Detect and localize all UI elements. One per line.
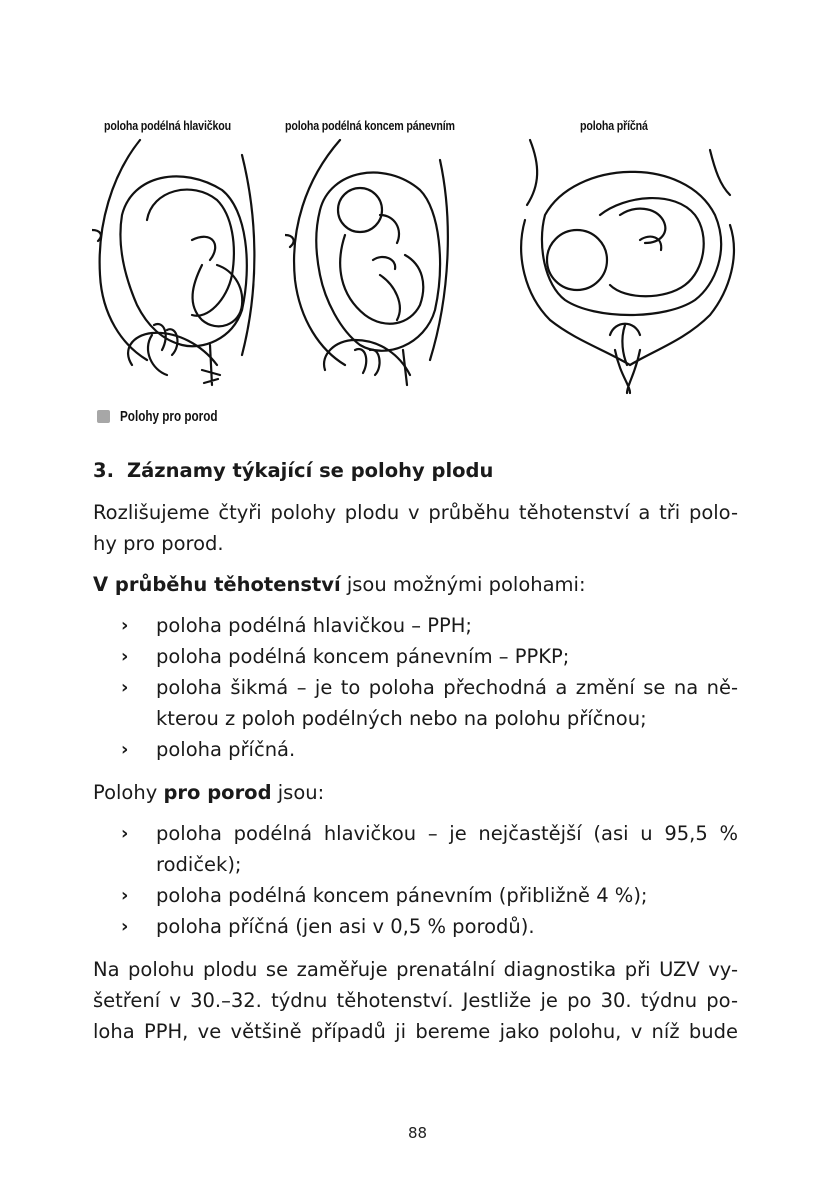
page-number: 88 — [407, 1124, 428, 1142]
chevron-right-icon: › — [121, 885, 129, 906]
closing-line-1: Na polohu plodu se zaměřuje prenatální diagnostika při UZV vy- — [93, 958, 738, 981]
birth-list — [93, 818, 738, 942]
list-item: › poloha příčná (jen asi v 0,5 % porodů). — [156, 911, 738, 942]
during-pregnancy-lead — [93, 569, 738, 600]
figure-legend — [97, 408, 245, 425]
birth-bold: pro porod — [163, 781, 272, 804]
chevron-right-icon: › — [121, 739, 129, 760]
during-pregnancy-list — [93, 610, 738, 765]
birth-lead: Polohy pro porod jsou: — [93, 781, 325, 804]
intro-line-2: hy pro porod. — [93, 532, 224, 555]
closing-line-3: loha PPH, ve většině případů ji bereme jako polohu, v níž bude — [93, 1020, 738, 1043]
illustration-breech — [285, 135, 455, 395]
legend-swatch — [97, 410, 110, 423]
section-number: 3. — [93, 459, 114, 482]
chevron-right-icon: › — [121, 615, 129, 636]
figure-label-head: poloha podélná hlavičkou — [104, 118, 231, 133]
list-item: › poloha příčná. — [156, 734, 738, 765]
list-item: › poloha podélná hlavičkou – je nejčastější (asi u 95,5 % rodiček); — [156, 818, 738, 880]
illustration-transverse — [515, 135, 740, 395]
illustration-cephalic — [92, 135, 267, 395]
intro-line-1: Rozlišujeme čtyři polohy plodu v průběhu těhotenství a tři polo- — [93, 501, 738, 524]
list-item: › poloha šikmá – je to poloha přechodná a změní se na ně- kterou z poloh podélných nebo na polohu příčnou; — [156, 672, 738, 734]
page-content — [93, 455, 738, 1057]
legend-label: Polohy pro porod — [120, 408, 218, 425]
closing-line-2: šetření v 30.–32. týdnu těhotenství. Jestliže je po 30. týdnu po- — [93, 989, 738, 1012]
closing-paragraph — [93, 954, 738, 1047]
during-rest: jsou možnými polohami: — [340, 573, 586, 596]
list-item: › poloha podélná koncem pánevním – PPKP; — [156, 641, 738, 672]
chevron-right-icon: › — [121, 646, 129, 667]
list-item: › poloha podélná hlavičkou – PPH; — [156, 610, 738, 641]
chevron-right-icon: › — [121, 677, 129, 698]
chevron-right-icon: › — [121, 823, 129, 844]
during-bold: V průběhu těhotenství — [93, 573, 341, 596]
section-title: Záznamy týkající se polohy plodu — [127, 459, 494, 482]
chevron-right-icon: › — [121, 916, 129, 937]
list-item: › poloha podélná koncem pánevním (přibližně 4 %); — [156, 880, 738, 911]
figure-label-breech: poloha podélná koncem pánevním — [285, 118, 455, 133]
figure-label-transverse: poloha příčná — [580, 118, 648, 133]
intro-paragraph — [93, 497, 738, 559]
section-heading — [93, 455, 738, 486]
